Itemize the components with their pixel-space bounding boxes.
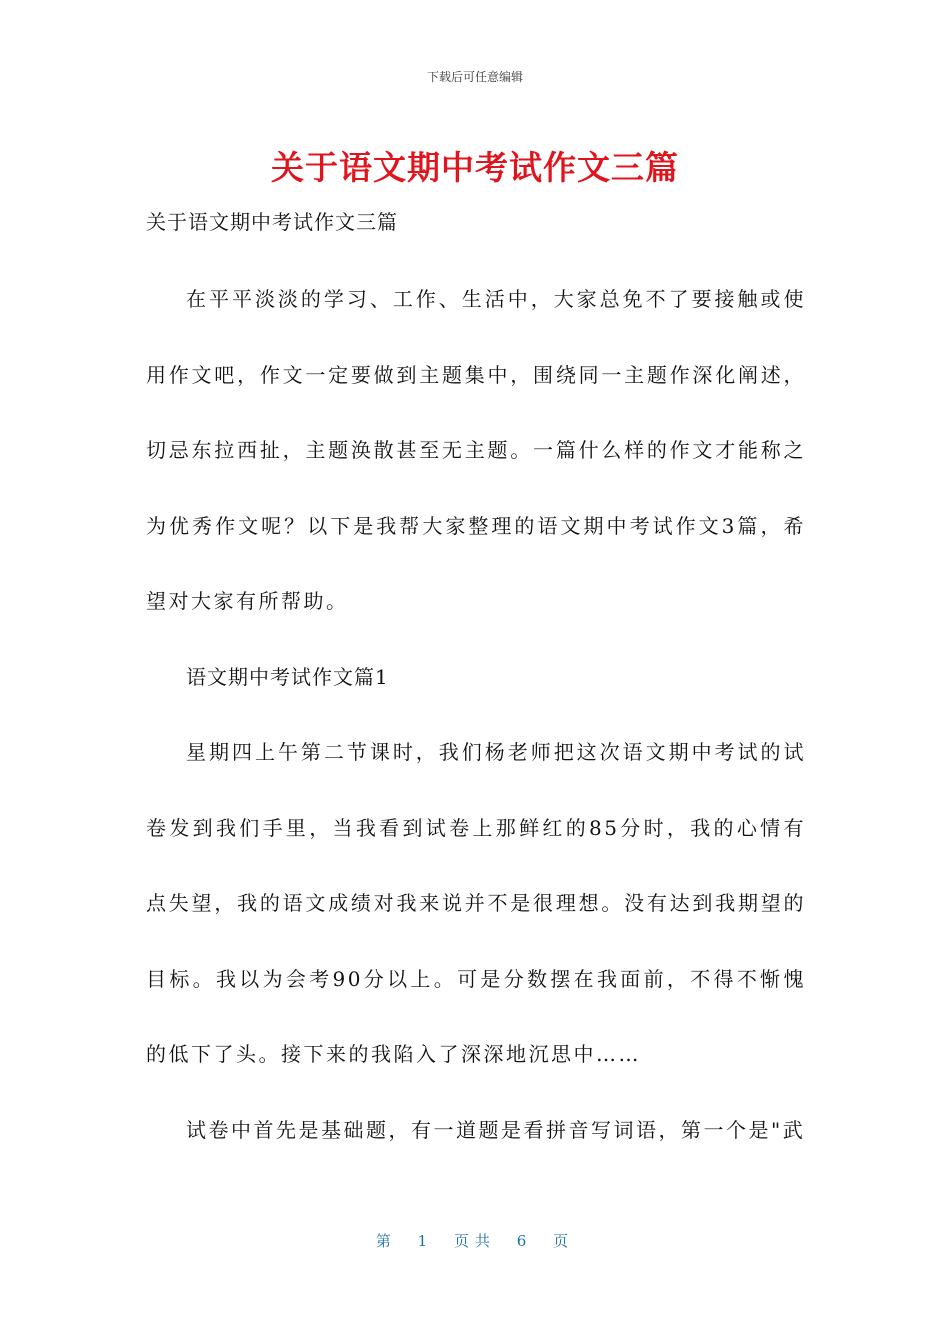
header-note: 下载后可任意编辑 <box>426 70 523 84</box>
document-title: 关于语文期中考试作文三篇 <box>271 148 679 187</box>
intro-paragraph: 在平平淡淡的学习、工作、生活中，大家总免不了要接触或使用作文吧，作文一定要做到主题集中，围绕同一主题作深化阐述，切忌东拉西扯，主题涣散甚至无主题。一篇什么样的作文才能称之为优秀作文呢？以下是我帮大家整理的语文期中考试作文3篇，希望对大家有所帮助。 <box>146 287 806 613</box>
body-paragraph: 试卷中首先是基础题，有一道题是看拼音写词语，第一个是"武 <box>186 1117 806 1142</box>
document-subtitle: 关于语文期中考试作文三篇 <box>146 210 398 234</box>
section-heading: 语文期中考试作文篇1 <box>186 664 389 689</box>
body-paragraph: 星期四上午第二节课时，我们杨老师把这次语文期中考试的试卷发到我们手里，当我看到试卷上那鲜红的85分时，我的心情有点失望，我的语文成绩对我来说并不是很理想。没有达到我期望的目标。我以为会考90分以上。可是分数摆在我面前，不得不惭愧的低下了头。接下来的我陷入了深深地沉思中…… <box>146 740 806 1066</box>
page-footer: 第 1 页共 6 页 <box>375 1232 575 1250</box>
document-body <box>146 262 806 1168</box>
